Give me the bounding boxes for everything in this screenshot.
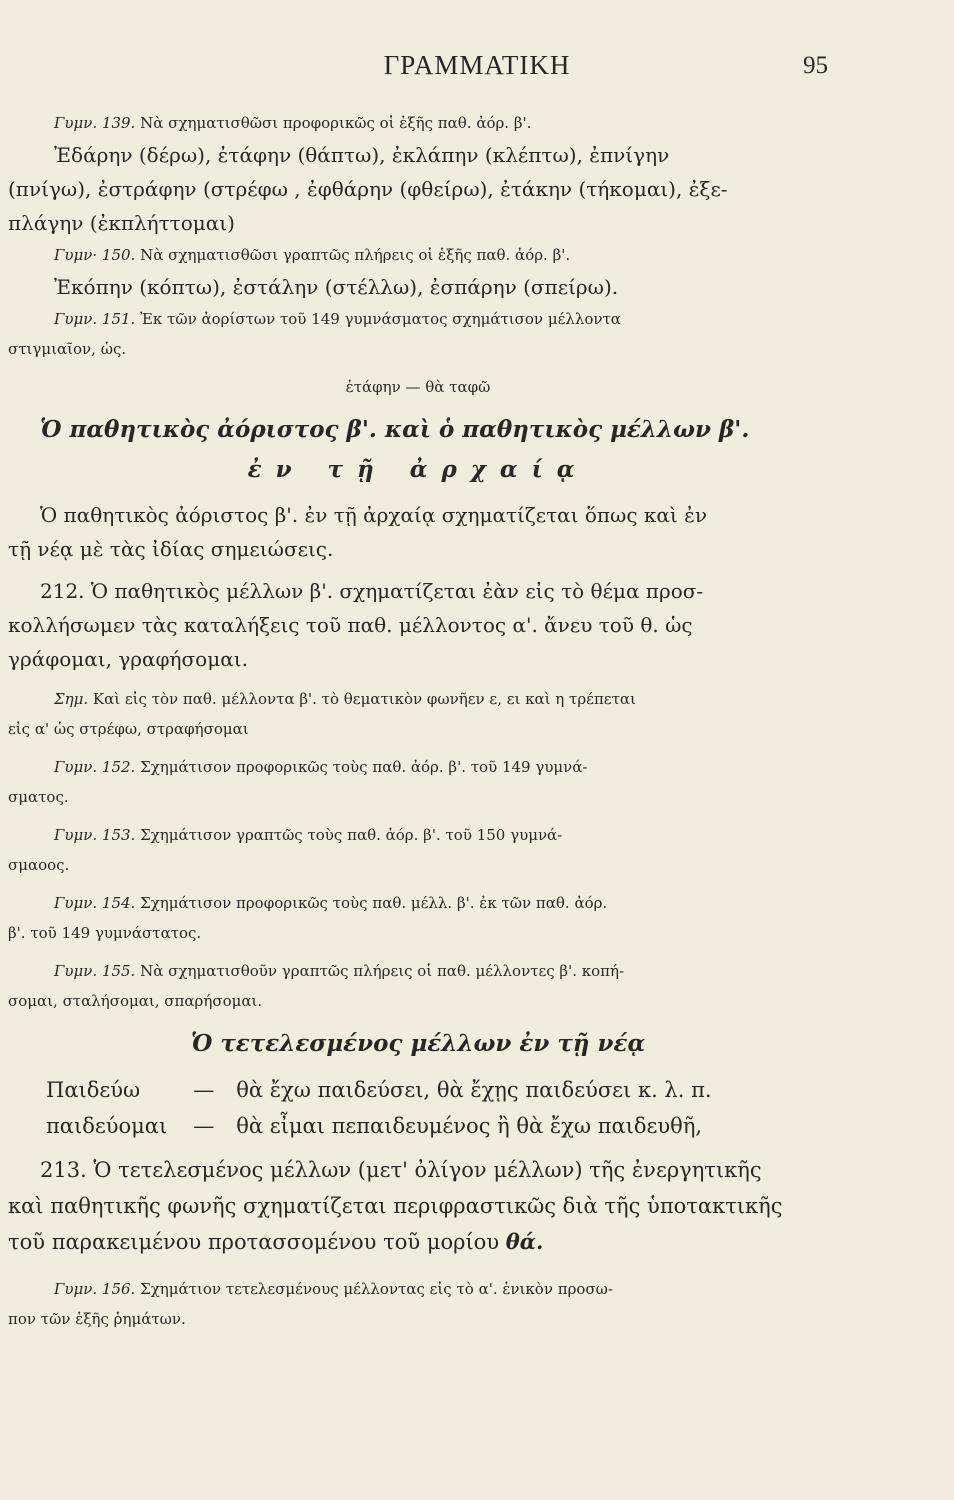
exercise-153-heading [8, 820, 828, 850]
exercise-label: Γυμν. 152. [54, 758, 136, 776]
text-line: σματος. [8, 788, 69, 806]
text-line: σομαι, σταλήσομαι, σπαρήσομαι. [8, 992, 263, 1010]
exercise-task: Νὰ σχηματισθῶσι προφορικῶς οἱ ἑξῆς παθ. ἀόρ. β'. [140, 114, 532, 132]
exercise-task: Σχημάτισον γραπτῶς τοὺς παθ. ἀόρ. β'. τοῦ 150 γυμνά- [140, 826, 563, 844]
text-line: κολλήσωμεν τὰς καταλήξεις τοῦ παθ. μέλλοντος α'. ἄνευ τοῦ θ. ὡς [8, 613, 693, 637]
exercise-label: Γυμν· 150. [54, 246, 136, 264]
exercise-label: Γυμν. 151. [54, 310, 136, 328]
text-line: πλάγην (ἐκπλήττομαι) [8, 211, 235, 235]
text-line: (πνίγω), ἐστράφην (στρέφω , ἐφθάρην (φθείρω), ἐτάκην (τήκομαι), ἐξε- [8, 177, 728, 201]
note-label: Σημ. [54, 690, 89, 708]
page-header [0, 50, 954, 90]
page-number: 95 [803, 52, 828, 79]
exercise-task: Σχημάτισον προφορικῶς τοὺς παθ. μέλλ. β'. ἐκ τῶν παθ. ἀόρ. [140, 894, 608, 912]
paragraph-213: 213. Ὁ τετελεσμένος μέλλων (μετ' ὀλίγον μέλλων) τῆς ἐνεργητικῆς [40, 1158, 762, 1182]
exercise-156-heading [8, 1274, 828, 1304]
text-line: πον τῶν ἑξῆς ῥημάτων. [8, 1310, 186, 1328]
section-heading: Ὁ τετελεσμένος μέλλων ἐν τῇ νέᾳ [190, 1030, 646, 1057]
dash-cell: — [193, 1078, 215, 1102]
text-line [8, 1224, 828, 1260]
exercise-task: Νὰ σχηματισθῶσι γραπτῶς πλήρεις οἱ ἑξῆς παθ. ἀόρ. β'. [140, 246, 571, 264]
paragraph-212: 212. Ὁ παθητικὸς μέλλων β'. σχηματίζεται ἐὰν εἰς τὸ θέμα προσ- [40, 579, 704, 603]
forms-cell: θὰ ἔχω παιδεύσει, θὰ ἔχῃς παιδεύσει κ. λ. π. [236, 1078, 712, 1102]
exercise-151-heading [8, 304, 828, 334]
dash-cell: — [193, 1114, 215, 1138]
exercise-label: Γυμν. 155. [54, 962, 136, 980]
note-line [8, 684, 828, 714]
exercise-label: Γυμν. 153. [54, 826, 136, 844]
text-span: τοῦ παρακειμένου προτασσομένου τοῦ μορίου [8, 1230, 500, 1254]
text-line: β'. τοῦ 149 γυμνάστατος. [8, 924, 202, 942]
text-line: Ἐδάρην (δέρω), ἐτάφην (θάπτω), ἐκλάπην (κλέπτω), ἐπνίγην [54, 143, 670, 167]
exercise-task: Σχημάτισον προφορικῶς τοὺς παθ. ἀόρ. β'. τοῦ 149 γυμνά- [140, 758, 588, 776]
exercise-task: Ἐκ τῶν ἀορίστων τοῦ 149 γυμνάσματος σχημάτισον μέλλοντα [140, 310, 621, 328]
verb-cell: Παιδεύω [46, 1078, 141, 1102]
forms-cell: θὰ εἶμαι πεπαιδευμένος ἢ θὰ ἔχω παιδευθῆ, [236, 1114, 703, 1138]
exercise-label: Γυμν. 156. [54, 1280, 136, 1298]
text-line: Ἐκόπην (κόπτω), ἐστάλην (στέλλω), ἐσπάρην (σπείρω). [54, 275, 619, 299]
exercise-155-heading [8, 956, 828, 986]
page-body [8, 108, 828, 1334]
text-line: εἰς α' ὡς στρέφω, στραφήσομαι [8, 720, 249, 738]
particle-tha: θά. [505, 1229, 544, 1254]
conjugation-table [46, 1072, 712, 1144]
exercise-154-heading [8, 888, 828, 918]
note-text: Καὶ εἰς τὸν παθ. μέλλοντα β'. τὸ θεματικὸν φωνῆεν ε, ει καὶ η τρέπεται [92, 690, 636, 708]
section-heading: Ὁ παθητικὸς ἀόριστος β'. καὶ ὁ παθητικὸς μέλλων β'. [40, 416, 750, 443]
text-line: τῇ νέᾳ μὲ τὰς ἰδίας σημειώσεις. [8, 537, 334, 561]
exercise-task: Νὰ σχηματισθοῦν γραπτῶς πλήρεις οἱ παθ. μέλλοντες β'. κοπή- [140, 962, 625, 980]
exercise-139-heading [8, 108, 828, 138]
running-title: ΓΡΑΜΜΑΤΙΚΗ [383, 50, 571, 80]
text-line: σμαοος. [8, 856, 70, 874]
exercise-task: Σχημάτιον τετελεσμένους μέλλοντας εἰς τὸ α'. ἑνικὸν προσω- [140, 1280, 613, 1298]
example-line: ἐτάφην — θὰ ταφῶ [345, 378, 491, 396]
exercise-label: Γυμν. 139. [54, 114, 136, 132]
table-row [46, 1108, 712, 1144]
verb-cell: παιδεύομαι [46, 1114, 168, 1138]
table-row [46, 1072, 712, 1108]
exercise-label: Γυμν. 154. [54, 894, 136, 912]
exercise-152-heading [8, 752, 828, 782]
text-line: γράφομαι, γραφήσομαι. [8, 647, 248, 671]
text-line: στιγμιαῖον, ὡς. [8, 340, 127, 358]
text-line: Ὁ παθητικὸς ἀόριστος β'. ἐν τῇ ἀρχαίᾳ σχηματίζεται ὅπως καὶ ἐν [40, 503, 707, 527]
text-line: καὶ παθητικῆς φωνῆς σχηματίζεται περιφραστικῶς διὰ τῆς ὑποτακτικῆς [8, 1194, 783, 1218]
exercise-150-heading [8, 240, 828, 270]
section-subheading: ἐν τῇ ἀρχαίᾳ [247, 456, 589, 483]
